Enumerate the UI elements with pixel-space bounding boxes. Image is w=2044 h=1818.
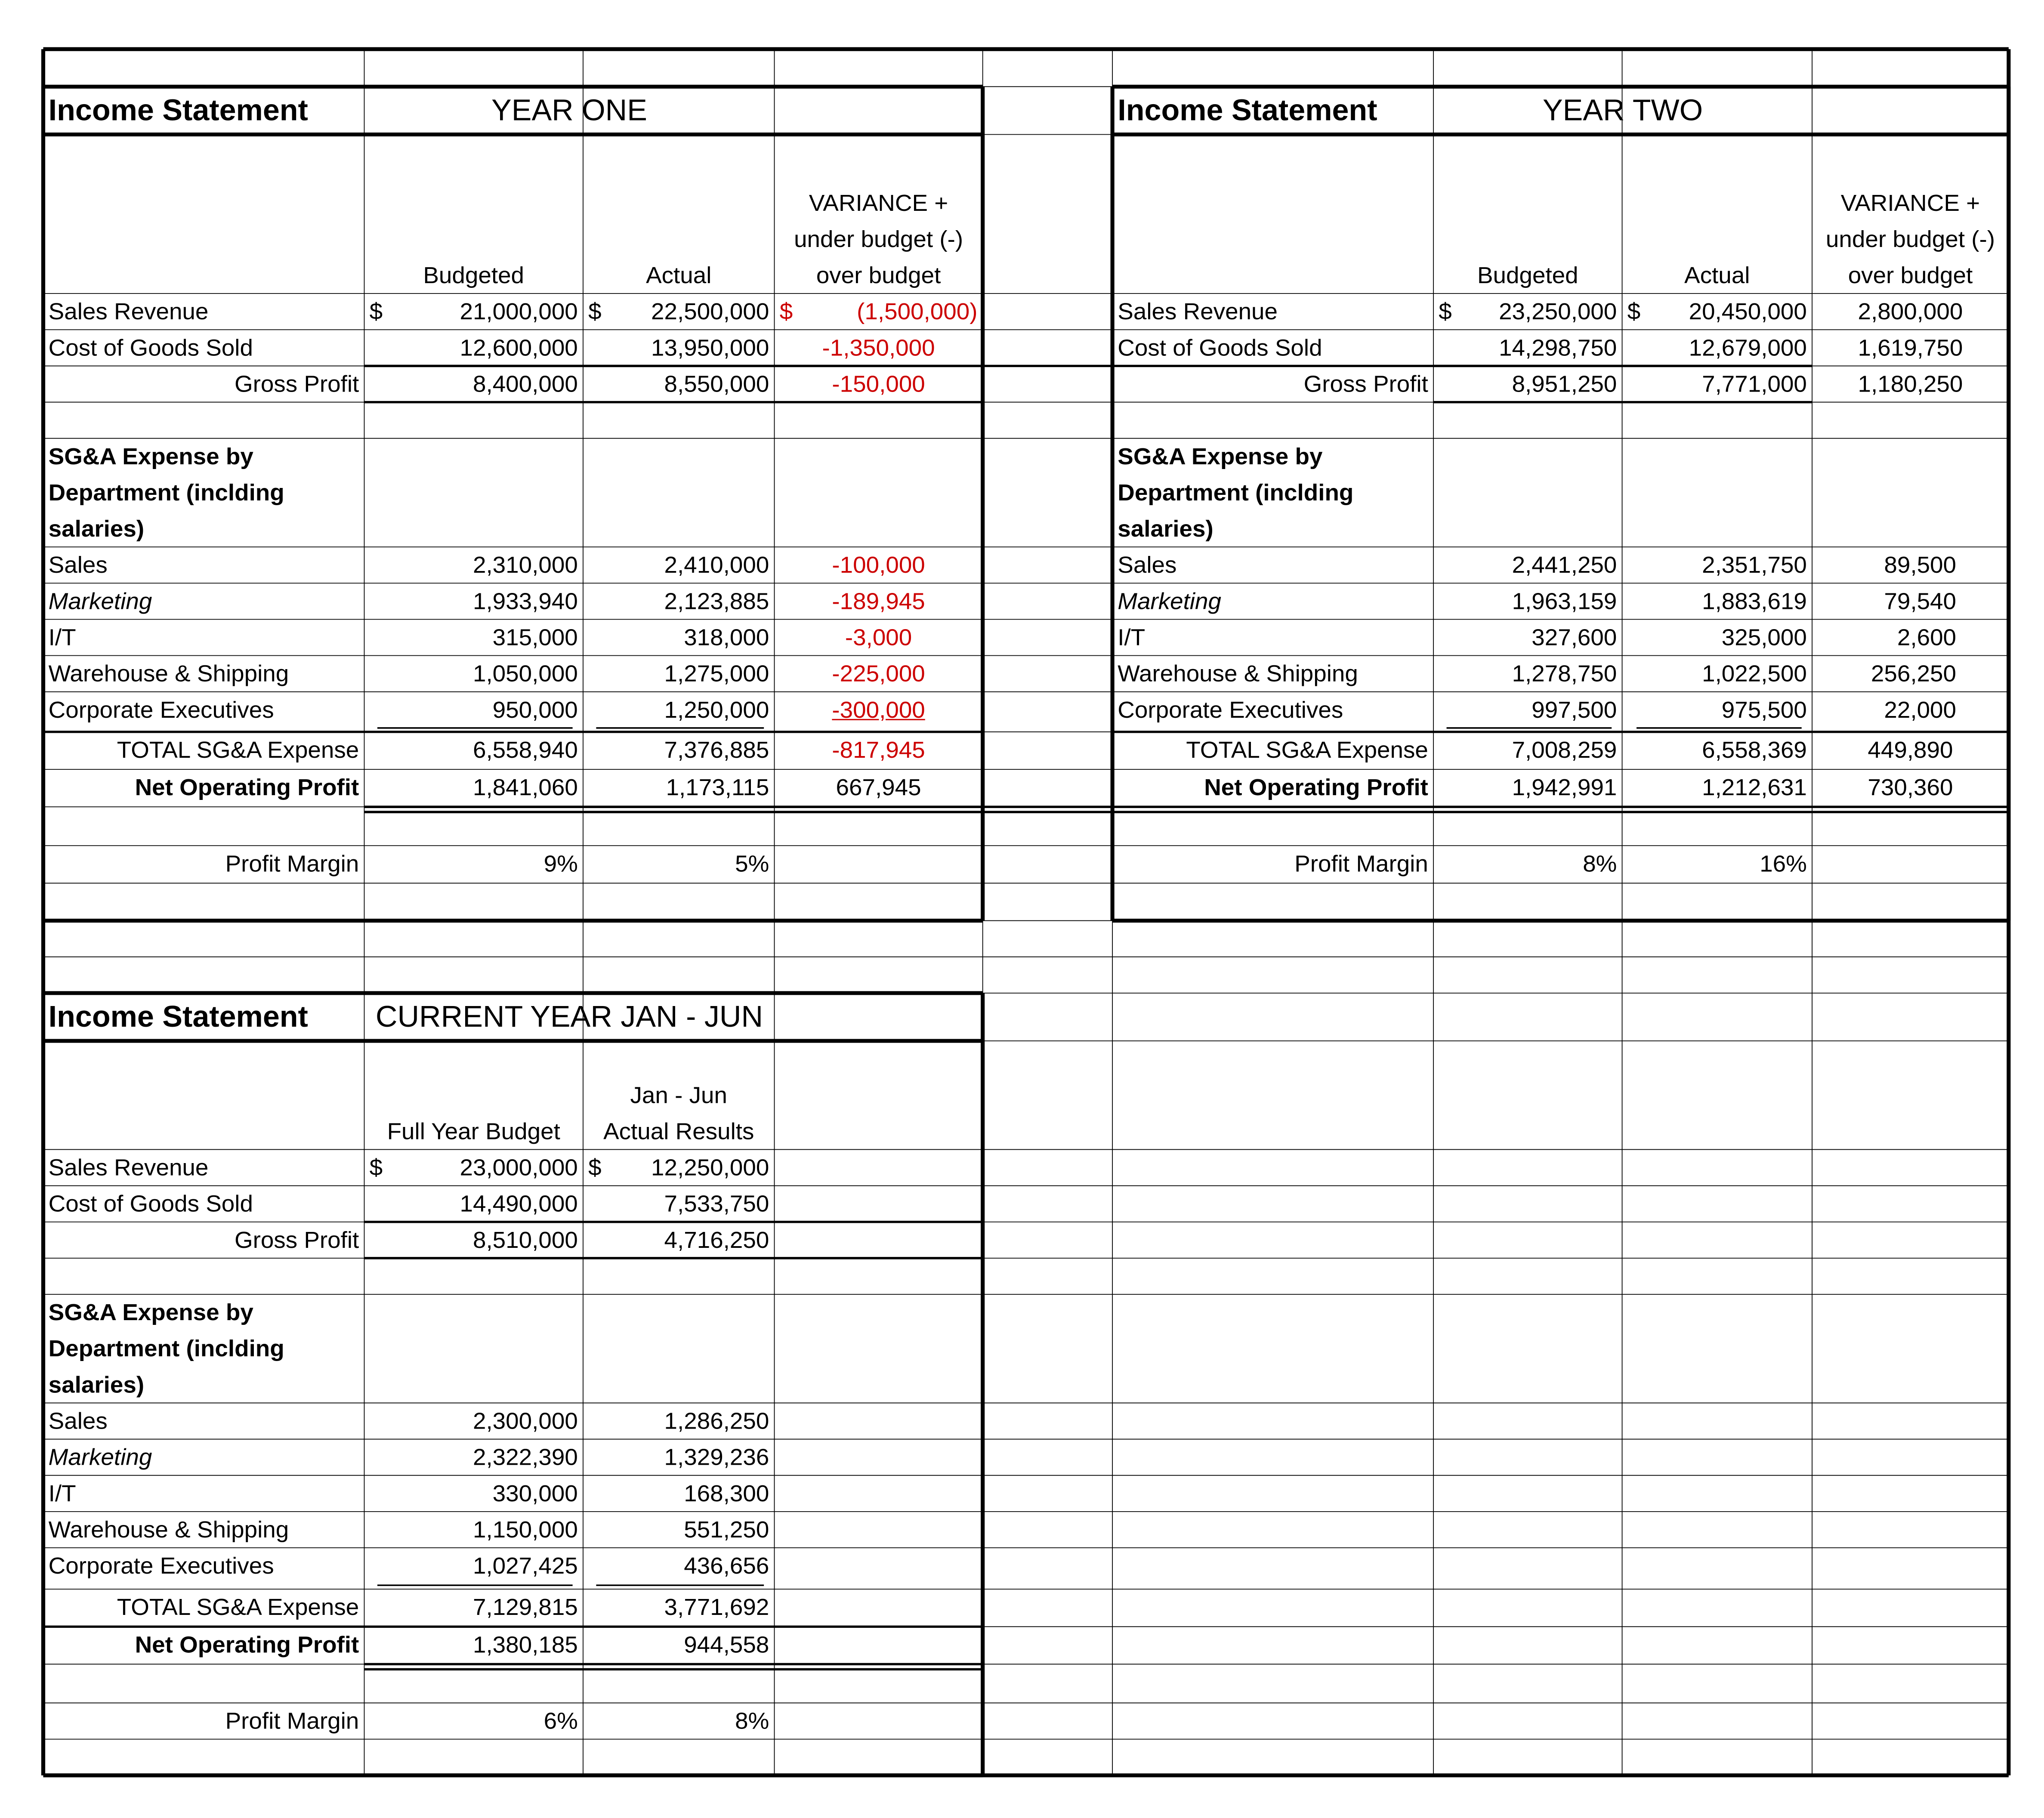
dept-variance: 256,250	[1871, 661, 1957, 687]
dollar-sign: $	[588, 1154, 602, 1181]
dept-budget: 997,500	[1531, 697, 1617, 723]
profit-margin-budget: 6%	[543, 1708, 578, 1734]
profit-margin-budget: 8%	[1583, 851, 1617, 877]
dept-budget: 327,600	[1531, 624, 1617, 651]
dept-variance: -3,000	[845, 624, 912, 651]
dept-actual: 436,656	[684, 1553, 769, 1579]
dept-label: Marketing	[48, 1444, 152, 1470]
sales-revenue-actual: 22,500,000	[651, 299, 769, 325]
net-op-variance: 667,945	[836, 774, 921, 801]
statement-title: Income Statement	[1118, 93, 1377, 127]
gross-profit-budget: 8,510,000	[472, 1227, 578, 1253]
dollar-sign: $	[588, 299, 602, 325]
cogs-actual: 12,679,000	[1689, 335, 1807, 361]
dept-budget: 950,000	[492, 697, 578, 723]
dept-actual: 975,500	[1721, 697, 1807, 723]
dept-actual: 2,123,885	[664, 588, 769, 614]
dollar-sign: $	[369, 299, 383, 325]
row-label-total-sga: TOTAL SG&A Expense	[1186, 737, 1428, 763]
dollar-sign: $	[779, 299, 793, 325]
sales-revenue-variance: 2,800,000	[1858, 299, 1963, 325]
dept-budget: 315,000	[492, 624, 578, 651]
sga-heading: SG&A Expense by Department (inclding salaries)	[48, 443, 284, 542]
dept-actual: 1,022,500	[1702, 661, 1807, 687]
cogs-variance: -1,350,000	[822, 335, 935, 361]
profit-margin-budget: 9%	[543, 851, 578, 877]
dept-actual: 1,286,250	[664, 1408, 769, 1434]
dept-actual: 2,351,750	[1702, 552, 1807, 578]
net-op-actual: 1,173,115	[666, 774, 769, 801]
dept-label: Warehouse & Shipping	[1118, 661, 1358, 687]
dept-variance: -100,000	[832, 552, 925, 578]
gross-profit-actual: 4,716,250	[664, 1227, 769, 1253]
net-op-budget: 1,841,060	[472, 774, 578, 801]
dollar-sign: $	[1439, 299, 1452, 325]
sales-revenue-budget: 21,000,000	[460, 299, 578, 325]
dept-label: Corporate Executives	[48, 697, 274, 723]
dept-label: Sales	[48, 552, 108, 578]
cogs-budget: 14,490,000	[460, 1191, 578, 1217]
dept-actual: 318,000	[684, 624, 769, 651]
net-op-variance: 730,360	[1868, 774, 1953, 801]
dollar-sign: $	[369, 1154, 383, 1181]
total-sga-budget: 7,008,259	[1512, 737, 1617, 763]
gross-profit-variance: -150,000	[832, 371, 925, 397]
dept-label: Corporate Executives	[48, 1553, 274, 1579]
cogs-budget: 12,600,000	[460, 335, 578, 361]
dept-label: Sales	[48, 1408, 108, 1434]
row-label-gross-profit: Gross Profit	[234, 1227, 359, 1253]
row-label-net-operating-profit: Net Operating Profit	[135, 774, 359, 801]
sga-heading: SG&A Expense by Department (inclding salaries)	[1118, 443, 1354, 542]
dept-actual: 325,000	[1721, 624, 1807, 651]
col-header-budget: Budgeted	[423, 262, 525, 289]
sales-revenue-actual: 20,450,000	[1689, 299, 1807, 325]
profit-margin-actual: 5%	[735, 851, 769, 877]
profit-margin-actual: 8%	[735, 1708, 769, 1734]
dept-actual: 1,275,000	[664, 661, 769, 687]
gross-profit-variance: 1,180,250	[1858, 371, 1963, 397]
period-title: YEAR TWO	[1542, 93, 1703, 127]
statement-title: Income Statement	[48, 93, 308, 127]
row-label-sales-revenue: Sales Revenue	[48, 299, 209, 325]
row-label-profit-margin: Profit Margin	[1294, 851, 1428, 877]
total-sga-budget: 6,558,940	[472, 737, 578, 763]
dept-actual: 2,410,000	[664, 552, 769, 578]
dept-actual: 1,250,000	[664, 697, 769, 723]
sales-revenue-variance: (1,500,000)	[857, 299, 978, 325]
total-sga-actual: 6,558,369	[1702, 737, 1807, 763]
total-sga-variance: -817,945	[832, 737, 925, 763]
row-label-total-sga: TOTAL SG&A Expense	[117, 1594, 359, 1620]
col-header-budget: Full Year Budget	[387, 1118, 560, 1145]
gross-profit-actual: 8,550,000	[664, 371, 769, 397]
net-op-actual: 1,212,631	[1702, 774, 1807, 801]
row-label-cogs: Cost of Goods Sold	[1118, 335, 1322, 361]
gross-profit-actual: 7,771,000	[1702, 371, 1807, 397]
statement-title: Income Statement	[48, 999, 308, 1033]
dept-variance: 89,500	[1884, 552, 1957, 578]
cogs-actual: 13,950,000	[651, 335, 769, 361]
row-label-gross-profit: Gross Profit	[1303, 371, 1428, 397]
dept-label: Warehouse & Shipping	[48, 1516, 289, 1543]
row-label-cogs: Cost of Goods Sold	[48, 335, 253, 361]
dept-budget: 1,278,750	[1512, 661, 1617, 687]
dept-label: I/T	[48, 1480, 76, 1506]
row-label-sales-revenue: Sales Revenue	[48, 1154, 209, 1181]
dept-budget: 1,933,940	[472, 588, 578, 614]
row-label-net-operating-profit: Net Operating Profit	[1204, 774, 1428, 801]
period-title: YEAR ONE	[491, 93, 647, 127]
row-label-profit-margin: Profit Margin	[225, 851, 359, 877]
dept-budget: 2,441,250	[1512, 552, 1617, 578]
cogs-variance: 1,619,750	[1858, 335, 1963, 361]
col-header-budget: Budgeted	[1477, 262, 1578, 289]
row-label-cogs: Cost of Goods Sold	[48, 1191, 253, 1217]
dept-budget: 1,150,000	[472, 1516, 578, 1543]
col-header-variance: VARIANCE + under budget (-) over budget	[1825, 190, 1995, 289]
dept-label: I/T	[1118, 624, 1146, 651]
net-op-actual: 944,558	[684, 1632, 769, 1658]
dept-budget: 1,027,425	[472, 1553, 578, 1579]
dept-budget: 1,050,000	[472, 661, 578, 687]
net-op-budget: 1,380,185	[472, 1632, 578, 1658]
col-header-actual: Actual	[1684, 262, 1750, 289]
sales-revenue-budget: 23,000,000	[460, 1154, 578, 1181]
dept-variance: 79,540	[1884, 588, 1957, 614]
gross-profit-budget: 8,951,250	[1512, 371, 1617, 397]
total-sga-actual: 3,771,692	[664, 1594, 769, 1620]
dept-label: Marketing	[1118, 588, 1221, 614]
row-label-sales-revenue: Sales Revenue	[1118, 299, 1278, 325]
dept-actual: 168,300	[684, 1480, 769, 1506]
row-label-gross-profit: Gross Profit	[234, 371, 359, 397]
sales-revenue-actual: 12,250,000	[651, 1154, 769, 1181]
row-label-net-operating-profit: Net Operating Profit	[135, 1632, 359, 1658]
row-label-profit-margin: Profit Margin	[225, 1708, 359, 1734]
dept-budget: 1,963,159	[1512, 588, 1617, 614]
dept-budget: 2,322,390	[472, 1444, 578, 1470]
profit-margin-actual: 16%	[1760, 851, 1807, 877]
period-title: CURRENT YEAR JAN - JUN	[375, 999, 763, 1033]
dept-label: Sales	[1118, 552, 1177, 578]
col-header-variance: VARIANCE + under budget (-) over budget	[794, 190, 963, 289]
dept-actual: 1,329,236	[664, 1444, 769, 1470]
cogs-actual: 7,533,750	[664, 1191, 769, 1217]
sales-revenue-budget: 23,250,000	[1499, 299, 1617, 325]
col-header-actual: Actual	[646, 262, 712, 289]
dept-label: Marketing	[48, 588, 152, 614]
row-label-total-sga: TOTAL SG&A Expense	[117, 737, 359, 763]
total-sga-variance: 449,890	[1868, 737, 1953, 763]
gross-profit-budget: 8,400,000	[472, 371, 578, 397]
dept-variance: -189,945	[832, 588, 925, 614]
dept-variance: 22,000	[1884, 697, 1957, 723]
dept-label: Warehouse & Shipping	[48, 661, 289, 687]
dept-actual: 1,883,619	[1702, 588, 1807, 614]
col-header-actual: Jan - Jun Actual Results	[603, 1082, 754, 1145]
total-sga-actual: 7,376,885	[664, 737, 769, 763]
dept-budget: 2,300,000	[472, 1408, 578, 1434]
dept-variance: 2,600	[1897, 624, 1957, 651]
total-sga-budget: 7,129,815	[472, 1594, 578, 1620]
dollar-sign: $	[1627, 299, 1641, 325]
dept-label: Corporate Executives	[1118, 697, 1343, 723]
net-op-budget: 1,942,991	[1512, 774, 1617, 801]
dept-budget: 2,310,000	[472, 552, 578, 578]
dept-variance: -300,000	[832, 697, 925, 723]
cogs-budget: 14,298,750	[1499, 335, 1617, 361]
dept-variance: -225,000	[832, 661, 925, 687]
dept-label: I/T	[48, 624, 76, 651]
dept-actual: 551,250	[684, 1516, 769, 1543]
sga-heading: SG&A Expense by Department (inclding salaries)	[48, 1299, 284, 1398]
dept-budget: 330,000	[492, 1480, 578, 1506]
